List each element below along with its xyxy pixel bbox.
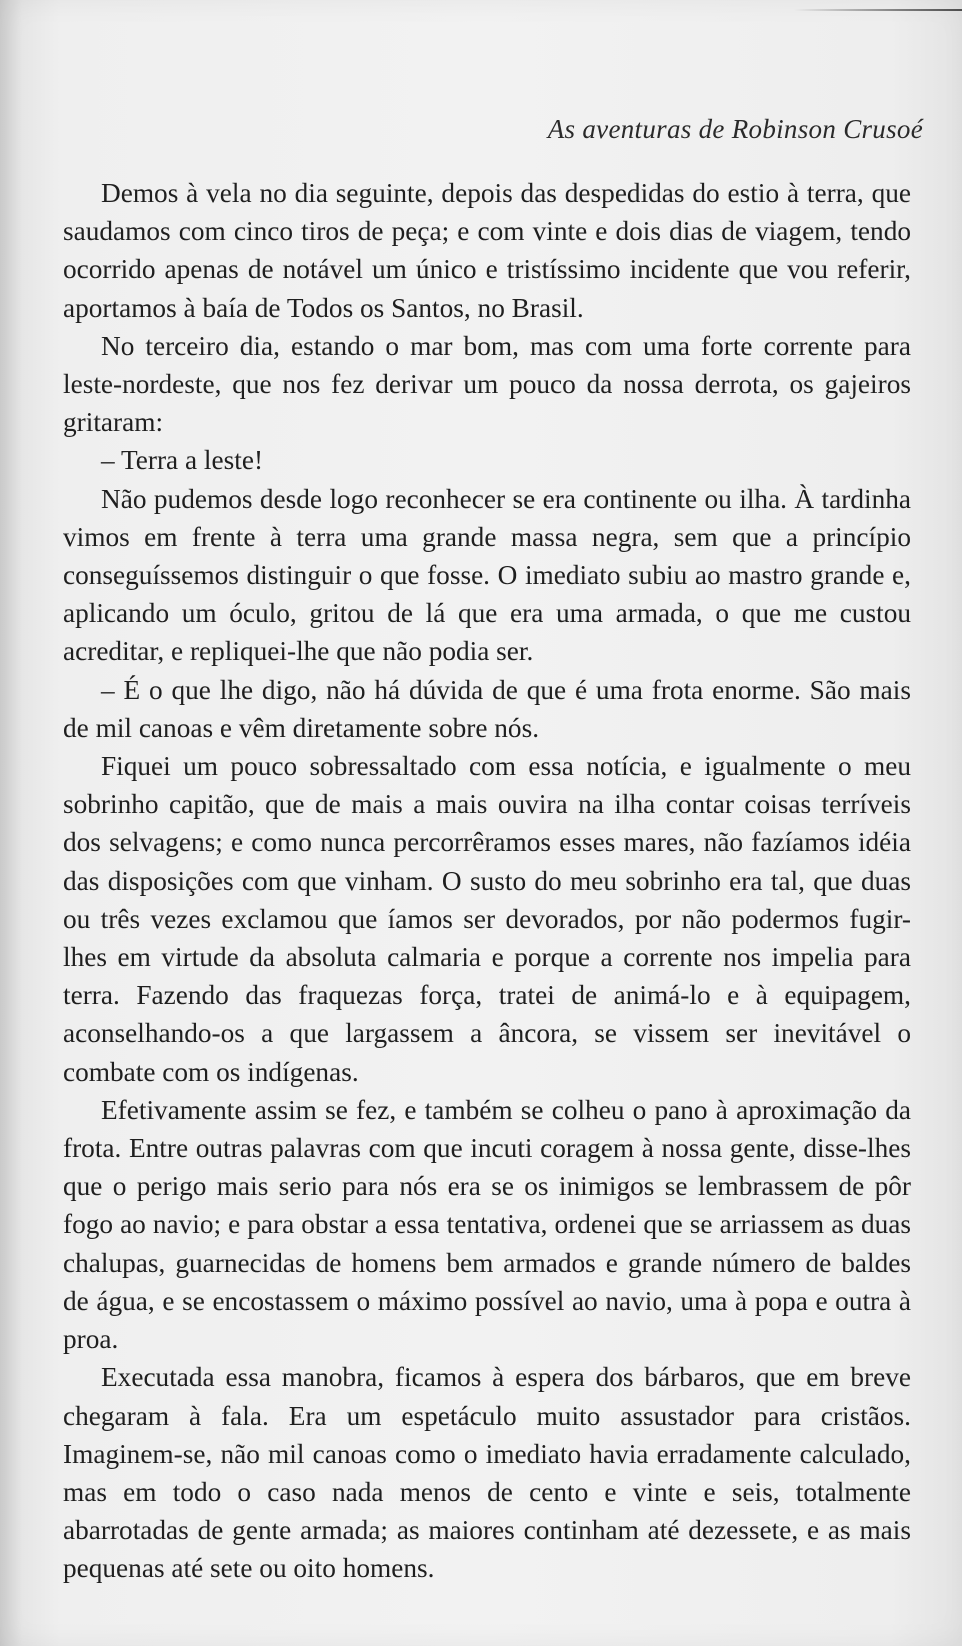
- body-text: [63, 174, 911, 1588]
- running-head: As aventuras de Robinson Crusoé: [547, 114, 923, 144]
- paragraph-3: – Terra a leste!: [101, 445, 264, 476]
- page-right-edge: [962, 0, 968, 1646]
- paragraph-2: No terceiro dia, estando o mar bom, mas com uma forte corrente para leste-nordeste, que nos fez derivar um pouco da nossa derrota, os gajeiros gritaram:: [63, 330, 911, 438]
- paragraph-1: Demos à vela no dia seguinte, depois das despedidas do estio à terra, que saudamos com cinco tiros de peça; e com vinte e dois dias de viagem, tendo ocorrido apenas de notável um único e tristíssimo incidente que vou referir, aportamos à baía de Todos os Santos, no Brasil.: [63, 178, 911, 323]
- paragraph-5: – É o que lhe digo, não há dúvida de que é uma frota enorme. São mais de mil canoas e vêm diretamente sobre nós.: [63, 674, 911, 743]
- paragraph-8: Executada essa manobra, ficamos à espera dos bárbaros, que em breve chegaram à fala. Era um espetáculo muito assustador para cristãos. Imaginem-se, não mil canoas como o imediato havia erradamente calculado, mas em todo o caso nada menos de cento e vinte e seis, totalmente abarrotadas de gente armada; as maiores continham até dezessete, e as mais pequenas até sete ou oito homens.: [63, 1362, 911, 1584]
- paragraph-7: Efetivamente assim se fez, e também se colheu o pano à aproximação da frota. Entre outras palavras com que incuti coragem à nossa gente, disse-lhes que o perigo mais serio para nós era se os inimigos se lembrassem de pôr fogo ao navio; e para obstar a essa tentativa, ordenei que se arriassem as duas chalupas, guarnecidas de homens bem armados e grande número de baldes de água, e se encostassem o máximo possível ao navio, uma à popa e outra à proa.: [63, 1094, 911, 1355]
- page-edge-mark: [794, 9, 964, 11]
- paragraph-6: Fiquei um pouco sobressaltado com essa notícia, e igualmente o meu sobrinho capitão, que de mais a mais ouvira na ilha contar coisas terríveis dos selvagens; e como nunca percorrêramos esses mares, não fazíamos idéia das disposições com que vinham. O susto do meu sobrinho era tal, que duas ou três vezes exclamou que íamos ser devorados, por não podermos fugir-lhes em virtude da absoluta calmaria e porque a corrente nos impelia para terra. Fazendo das fraquezas força, tratei de animá-lo e à equipagem, aconselhando-os a que largassem a âncora, se vissem ser inevitável o combate com os indígenas.: [63, 751, 911, 1087]
- paragraph-4: Não pudemos desde logo reconhecer se era continente ou ilha. À tardinha vimos em frente à terra uma grande massa negra, sem que a princípio conseguíssemos distinguir o que fosse. O imediato subiu ao mastro grande e, aplicando um óculo, gritou de lá que era uma armada, o que me custou acreditar, e repliquei-lhe que não podia ser.: [63, 483, 911, 667]
